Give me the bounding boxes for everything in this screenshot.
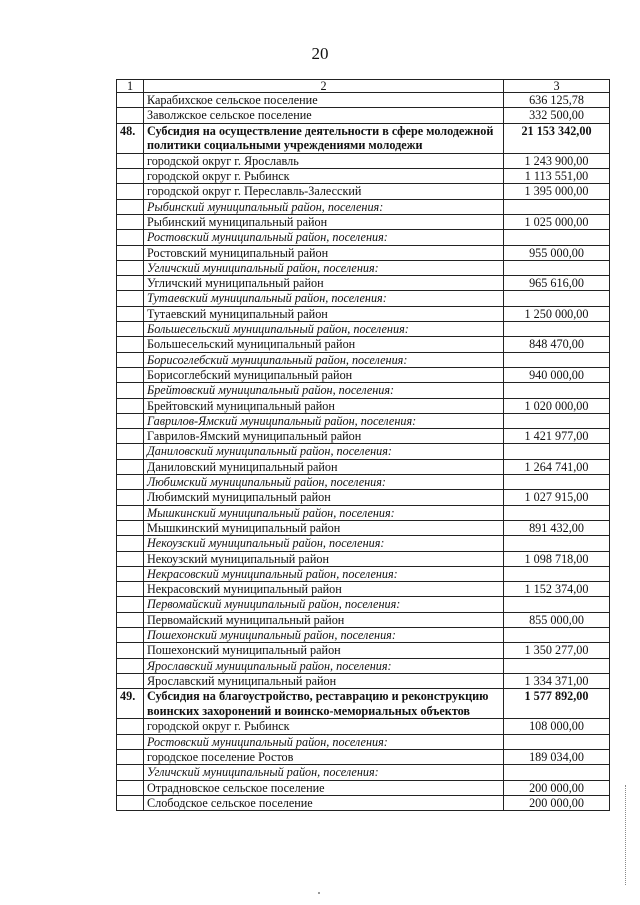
row-name: Отрадновское сельское поселение [144,780,504,795]
row-number [117,184,144,199]
row-number: 49. [117,689,144,719]
table-row [117,582,610,597]
row-name: Угличский муниципальный район, поселения: [144,765,504,780]
row-amount [504,322,610,337]
row-number [117,367,144,382]
row-number [117,199,144,214]
row-name: городской округ г. Переславль-Залесский [144,184,504,199]
row-amount: 1 113 551,00 [504,169,610,184]
row-amount: 1 020 000,00 [504,398,610,413]
table-group-row [117,658,610,673]
row-number [117,230,144,245]
row-amount [504,444,610,459]
row-number [117,566,144,581]
row-amount: 1 027 915,00 [504,490,610,505]
table-row [117,643,610,658]
row-amount: 1 577 892,00 [504,689,610,719]
row-name: Некоузский муниципальный район, поселения: [144,536,504,551]
row-name: Борисоглебский муниципальный район, поселения: [144,352,504,367]
row-amount: 940 000,00 [504,367,610,382]
row-name: Некрасовский муниципальный район [144,582,504,597]
table-group-row [117,260,610,275]
row-amount: 1 025 000,00 [504,214,610,229]
table-row [117,108,610,123]
row-number [117,260,144,275]
row-number [117,719,144,734]
row-name: Даниловский муниципальный район, поселения: [144,444,504,459]
row-name: Любимский муниципальный район [144,490,504,505]
row-amount [504,566,610,581]
row-name: Брейтовский муниципальный район [144,398,504,413]
row-number [117,169,144,184]
row-name: Гаврилов-Ямский муниципальный район [144,429,504,444]
row-amount: 1 264 741,00 [504,459,610,474]
table-row [117,719,610,734]
row-amount [504,260,610,275]
table-row [117,276,610,291]
row-amount [504,413,610,428]
row-amount [504,291,610,306]
table-group-row [117,765,610,780]
row-amount: 1 243 900,00 [504,153,610,168]
row-name: Угличский муниципальный район, поселения: [144,260,504,275]
table-group-row [117,383,610,398]
row-number [117,459,144,474]
row-amount: 965 616,00 [504,276,610,291]
row-amount [504,658,610,673]
table-group-row [117,199,610,214]
row-number [117,780,144,795]
header-col-1: 1 [117,80,144,93]
row-number [117,153,144,168]
row-amount [504,475,610,490]
row-amount: 189 034,00 [504,749,610,764]
row-number [117,765,144,780]
row-name: Большесельский муниципальный район, поселения: [144,322,504,337]
table-group-row [117,536,610,551]
row-number [117,536,144,551]
table-row [117,490,610,505]
row-amount: 332 500,00 [504,108,610,123]
row-number [117,214,144,229]
row-amount: 1 350 277,00 [504,643,610,658]
table-row [117,367,610,382]
row-name: Брейтовский муниципальный район, поселения: [144,383,504,398]
row-number [117,551,144,566]
row-number [117,582,144,597]
row-number [117,475,144,490]
table-row [117,795,610,810]
row-number [117,398,144,413]
table-group-row [117,230,610,245]
row-name: Субсидия на благоустройство, реставрацию и реконструкцию воинских захоронений и воинско-мемориальных объектов [144,689,504,719]
row-name: Тутаевский муниципальный район [144,306,504,321]
row-amount: 891 432,00 [504,520,610,535]
row-number [117,413,144,428]
row-name: Слободское сельское поселение [144,795,504,810]
row-name: Даниловский муниципальный район [144,459,504,474]
row-amount: 1 334 371,00 [504,673,610,688]
row-number [117,245,144,260]
row-amount: 855 000,00 [504,612,610,627]
row-number [117,795,144,810]
row-number [117,276,144,291]
row-name: Тутаевский муниципальный район, поселения: [144,291,504,306]
row-name: городской округ г. Ярославль [144,153,504,168]
row-amount: 108 000,00 [504,719,610,734]
table-group-row [117,566,610,581]
row-name: Гаврилов-Ямский муниципальный район, поселения: [144,413,504,428]
row-amount: 1 395 000,00 [504,184,610,199]
table-section-row [117,123,610,153]
table-row [117,551,610,566]
table-row [117,429,610,444]
page-number: 20 [311,44,329,63]
table-row [117,214,610,229]
subsidy-table-body [117,80,610,811]
row-name: Любимский муниципальный район, поселения: [144,475,504,490]
row-name: Мышкинский муниципальный район [144,520,504,535]
row-amount [504,627,610,642]
row-name: Угличский муниципальный район [144,276,504,291]
row-number [117,643,144,658]
row-number [117,352,144,367]
table-row [117,169,610,184]
table-group-row [117,505,610,520]
row-name: Большесельский муниципальный район [144,337,504,352]
row-number [117,108,144,123]
row-name: Субсидия на осуществление деятельности в сфере молодежной политики социальными учреждениями молодежи [144,123,504,153]
row-name: Ярославский муниципальный район [144,673,504,688]
row-amount [504,536,610,551]
row-number [117,490,144,505]
margin-scan-mark [625,785,632,885]
row-amount: 21 153 342,00 [504,123,610,153]
row-amount: 1 250 000,00 [504,306,610,321]
row-name: Мышкинский муниципальный район, поселения: [144,505,504,520]
row-amount: 200 000,00 [504,780,610,795]
row-number [117,505,144,520]
row-name: Ростовский муниципальный район, поселения: [144,230,504,245]
row-number [117,597,144,612]
table-group-row [117,627,610,642]
row-name: Ярославский муниципальный район, поселения: [144,658,504,673]
row-name: Некоузский муниципальный район [144,551,504,566]
table-group-row [117,352,610,367]
row-amount: 848 470,00 [504,337,610,352]
row-amount: 636 125,78 [504,93,610,108]
row-name: Первомайский муниципальный район [144,612,504,627]
table-row [117,93,610,108]
row-number [117,429,144,444]
row-number [117,322,144,337]
row-name: Ростовский муниципальный район [144,245,504,260]
row-amount [504,734,610,749]
row-amount [504,505,610,520]
row-name: Борисоглебский муниципальный район [144,367,504,382]
row-number [117,291,144,306]
table-row [117,749,610,764]
row-number [117,306,144,321]
row-amount [504,597,610,612]
table-row [117,520,610,535]
row-name: Заволжское сельское поселение [144,108,504,123]
table-group-row [117,413,610,428]
row-amount: 1 098 718,00 [504,551,610,566]
row-amount: 955 000,00 [504,245,610,260]
header-col-3: 3 [504,80,610,93]
row-amount: 1 152 374,00 [504,582,610,597]
table-row [117,780,610,795]
row-name: городской округ г. Рыбинск [144,169,504,184]
row-number [117,93,144,108]
row-amount: 1 421 977,00 [504,429,610,444]
row-amount [504,352,610,367]
row-name: городской округ г. Рыбинск [144,719,504,734]
table-section-row [117,689,610,719]
table-row [117,612,610,627]
row-number [117,337,144,352]
row-name: Пошехонский муниципальный район, поселения: [144,627,504,642]
row-number [117,383,144,398]
table-row [117,398,610,413]
table-row [117,306,610,321]
row-amount [504,765,610,780]
row-amount: 200 000,00 [504,795,610,810]
subsidy-table [116,79,610,811]
table-group-row [117,322,610,337]
table-group-row [117,734,610,749]
row-name: Рыбинский муниципальный район, поселения: [144,199,504,214]
row-number [117,734,144,749]
table-row [117,337,610,352]
table-row [117,459,610,474]
row-name: Некрасовский муниципальный район, поселения: [144,566,504,581]
row-number: 48. [117,123,144,153]
row-amount [504,199,610,214]
table-header-row [117,80,610,93]
row-amount [504,230,610,245]
row-number [117,444,144,459]
table-row [117,245,610,260]
row-name: Пошехонский муниципальный район [144,643,504,658]
table-row [117,673,610,688]
row-name: Карабихское сельское поселение [144,93,504,108]
table-group-row [117,597,610,612]
row-number [117,673,144,688]
table-group-row [117,444,610,459]
row-number [117,520,144,535]
table-group-row [117,475,610,490]
scan-dot [318,892,320,894]
row-name: Рыбинский муниципальный район [144,214,504,229]
row-number [117,612,144,627]
header-col-2: 2 [144,80,504,93]
row-name: Первомайский муниципальный район, поселения: [144,597,504,612]
row-amount [504,383,610,398]
row-name: городское поселение Ростов [144,749,504,764]
table-row [117,184,610,199]
row-number [117,658,144,673]
row-number [117,627,144,642]
row-number [117,749,144,764]
table-group-row [117,291,610,306]
table-row [117,153,610,168]
row-name: Ростовский муниципальный район, поселения: [144,734,504,749]
